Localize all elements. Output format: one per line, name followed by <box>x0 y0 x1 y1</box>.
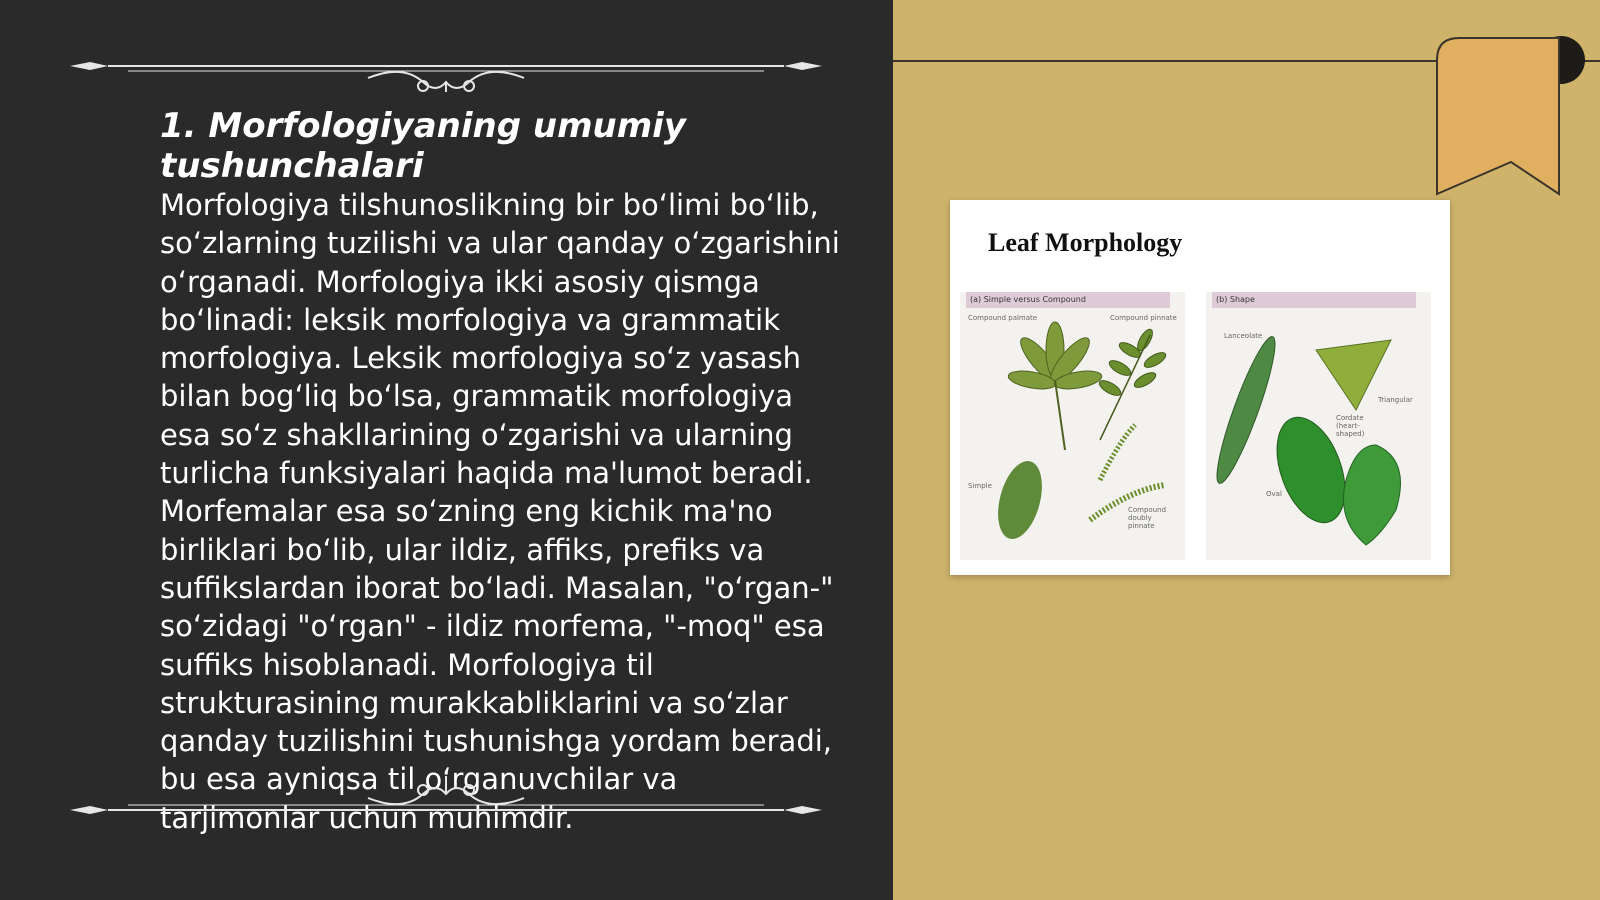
ornament-divider-icon <box>68 42 824 92</box>
label-compound-doubly-pinnate: Compound doubly pinnate <box>1128 506 1167 530</box>
leaf-shapes-illustration <box>1206 310 1431 560</box>
image-title: Leaf Morphology <box>988 228 1183 257</box>
label-oval: Oval <box>1266 490 1282 498</box>
label-simple: Simple <box>968 482 992 490</box>
bookmark-ribbon-icon <box>1435 36 1585 196</box>
label-compound-pinnate: Compound pinnate <box>1110 314 1177 322</box>
panel-simple-vs-compound <box>960 292 1185 560</box>
page-title: 1. Morfologiyaning umumiy tushunchalari <box>160 106 686 186</box>
leaf-morphology-image <box>950 200 1450 575</box>
ornament-divider-icon <box>68 770 824 820</box>
body-text: Morfologiya tilshunoslikning bir bo‘limi bo‘lib, so‘zlarning tuzilishi va ular qanday o‘zgarishini o‘rganadi. Morfologiya ikki asosiy qismga bo‘linadi: leksik morfologiya va grammatik morfologiya. Leksik morfologiya so‘z yasash bilan bog‘liq bo‘lsa, grammatik morfologiya esa so‘z shakllarining o‘zgarishi va ularning turlicha funksiyalari haqida ma'lumot beradi. Morfemalar esa so‘zning eng kichik ma'no birliklari bo‘lib, ular ildiz, affiks, prefiks va suffikslardan iborat bo‘ladi. Masalan, "o‘rgan-" so‘zidagi "o‘rgan" - ildiz morfema, "-moq" esa suffiks hisoblanadi. Morfologiya til strukturasining murakkabliklarini va so‘zlar qanday tuzilishini tushunishga yordam beradi, bu esa ayniqsa til o‘rganuvchilar va tarjimonlar uchun muhimdir. <box>160 188 840 835</box>
label-cordate: Cordate (heart-shaped) <box>1336 414 1365 438</box>
label-lanceolate: Lanceolate <box>1224 332 1263 340</box>
panel-header: (a) Simple versus Compound <box>966 292 1170 308</box>
label-triangular: Triangular <box>1378 396 1413 404</box>
panel-shape <box>1206 292 1431 560</box>
label-compound-palmate: Compound palmate <box>968 314 1038 322</box>
panel-header: (b) Shape <box>1212 292 1416 308</box>
